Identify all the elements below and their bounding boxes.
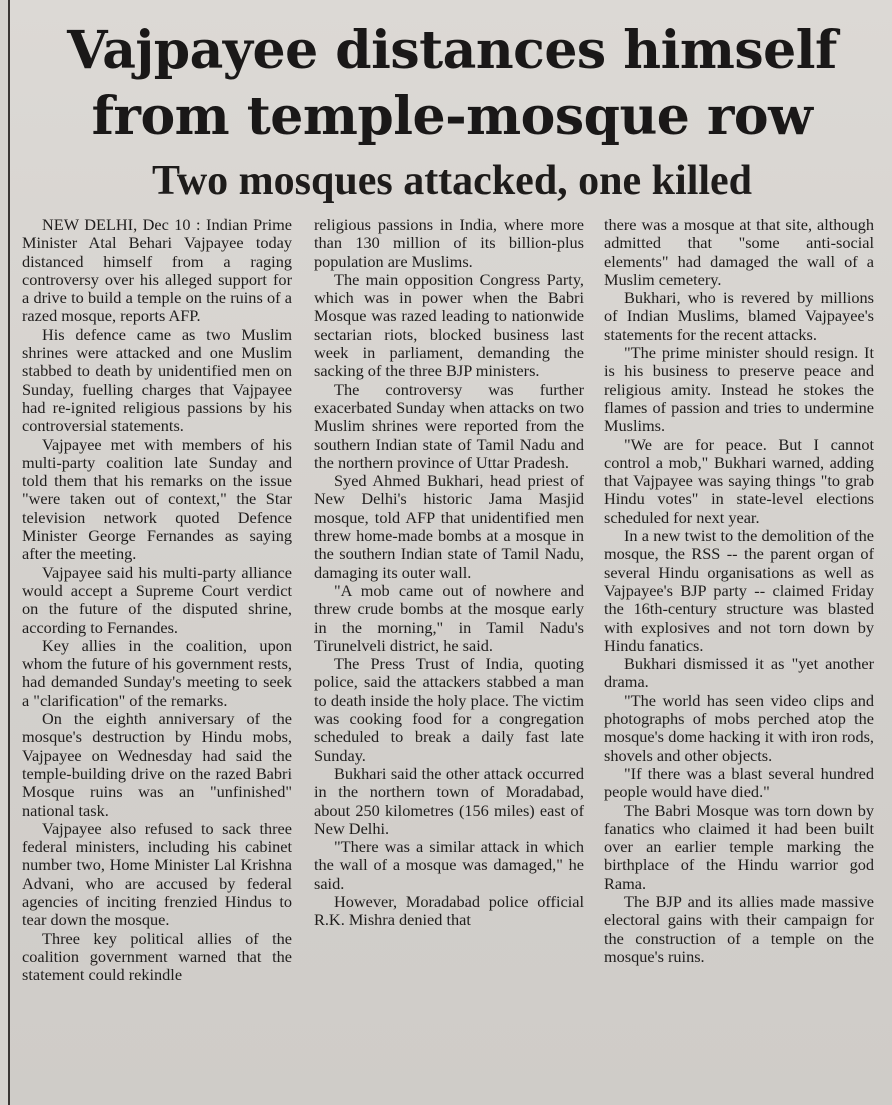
- paragraph: Vajpayee said his multi-party alliance would accept a Supreme Court verdict on the future of the disputed shrine, according to Fernandes.: [22, 562, 292, 637]
- paragraph: "The world has seen video clips and photographs of mobs perched atop the mosque's dome hacking it with iron rods, shovels and other objects.: [604, 690, 874, 765]
- paragraph: NEW DELHI, Dec 10 : Indian Prime Minister Atal Behari Vajpayee today distanced himself from a raging controversy over his alleged support for a drive to build a temple on the ruins of a razed mosque, reports AFP.: [22, 215, 292, 326]
- paragraph: On the eighth anniversary of the mosque's destruction by Hindu mobs, Vajpayee on Wednesday had said the temple-building drive on the razed Babri Mosque ruins was an "unfinished" national task.: [22, 709, 292, 820]
- paragraph: there was a mosque at that site, although admitted that "some anti-social elements" had damaged the wall of a Muslim cemetery.: [604, 215, 874, 289]
- paragraph: Bukhari dismissed it as "yet another drama.: [604, 654, 874, 692]
- subheadline: Two mosques attacked, one killed: [151, 158, 753, 204]
- article-column-3: [604, 216, 874, 966]
- paragraph: Vajpayee met with members of his multi-party coalition late Sunday and told them that his remarks on the issue "were taken out of context," the Star television network quoted Defence Minister George Fernandes as saying after the meeting.: [22, 434, 292, 564]
- article-column-1: [22, 216, 292, 984]
- paragraph: Three key political allies of the coalition government warned that the statement could rekindle: [22, 928, 292, 985]
- paragraph: Key allies in the coalition, upon whom the future of his government rests, had demanded Sunday's meeting to seek a "clarification" of the remarks.: [22, 635, 292, 710]
- headline: Vajpayee distances himself from temple-mosque row: [67, 20, 837, 147]
- paragraph: His defence came as two Muslim shrines were attacked and one Muslim stabbed to death by unidentified men on Sunday, fuelling charges that Vajpayee had re-ignited religious passions by his controversial statements.: [22, 324, 292, 436]
- paragraph: "A mob came out of nowhere and threw crude bombs at the mosque early in the morning," in Tamil Nadu's Tirunelveli district, he said.: [314, 580, 584, 655]
- newspaper-clipping: [8, 0, 892, 1105]
- paragraph: The main opposition Congress Party, which was in power when the Babri Mosque was razed leading to nationwide sectarian riots, blocked business last week in parliament, demanding the sacking of the three BJP ministers.: [314, 269, 584, 381]
- article-column-2: [314, 216, 584, 930]
- paragraph: The Press Trust of India, quoting police, said the attackers stabbed a man to death inside the holy place. The victim was cooking food for a congregation scheduled to break a daily fast late Sunday.: [314, 654, 584, 765]
- paragraph: The controversy was further exacerbated Sunday when attacks on two Muslim shrines were reported from the southern Indian state of Tamil Nadu and the northern province of Uttar Pradesh.: [314, 379, 584, 472]
- paragraph: In a new twist to the demolition of the mosque, the RSS -- the parent organ of several Hindu organisations as well as Vajpayee's BJP party -- claimed Friday the 16th-century structure was blasted with explosives and not torn down by Hindu fanatics.: [604, 526, 874, 655]
- paragraph: However, Moradabad police official R.K. Mishra denied that: [314, 891, 584, 930]
- paragraph: The Babri Mosque was torn down by fanatics who claimed it had been built over an earlier temple marking the birthplace of the Hindu warrior god Rama.: [604, 800, 874, 893]
- paragraph: Bukhari said the other attack occurred in the northern town of Moradabad, about 250 kilometres (156 miles) east of New Delhi.: [314, 763, 584, 838]
- paragraph: The BJP and its allies made massive electoral gains with their campaign for the construction of a temple on the mosque's ruins.: [604, 891, 874, 966]
- paragraph: "There was a similar attack in which the wall of a mosque was damaged," he said.: [314, 837, 584, 893]
- paragraph: "We are for peace. But I cannot control a mob," Bukhari warned, adding that Vajpayee was saying things "to grab Hindu votes" in state-level elections scheduled for next year.: [604, 434, 874, 527]
- paragraph: Bukhari, who is revered by millions of Indian Muslims, blamed Vajpayee's statements for the recent attacks.: [604, 288, 874, 344]
- paragraph: "The prime minister should resign. It is his business to preserve peace and religious amity. Instead he stokes the flames of passion and tries to undermine Muslims.: [604, 343, 874, 436]
- paragraph: religious passions in India, where more than 130 million of its billion-plus population are Muslims.: [314, 215, 584, 271]
- paragraph: "If there was a blast several hundred people would have died.": [604, 763, 874, 802]
- paragraph: Vajpayee also refused to sack three federal ministers, including his cabinet number two, Home Minister Lal Krishna Advani, who are accused by federal agencies of inciting frenzied Hindus to tear down the mosque.: [22, 818, 292, 930]
- paragraph: Syed Ahmed Bukhari, head priest of New Delhi's historic Jama Masjid mosque, told AFP that unidentified men threw home-made bombs at a mosque in the southern Indian state of Tamil Nadu, damaging its outer wall.: [314, 471, 584, 582]
